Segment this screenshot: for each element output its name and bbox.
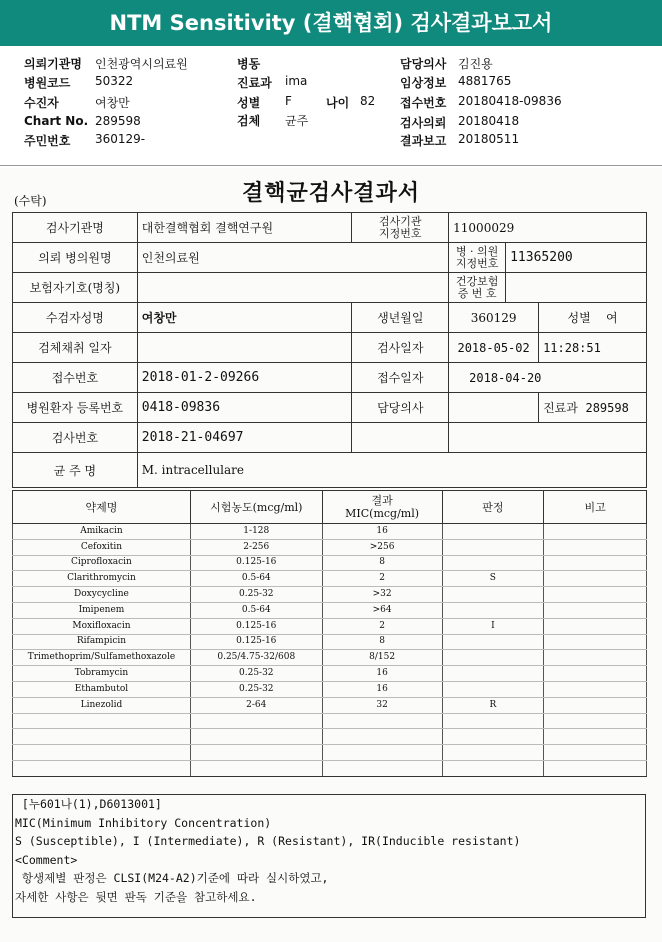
form-title: 결핵균검사결과서 (241, 180, 421, 206)
info-value: ima (285, 74, 308, 88)
form-label: 검사번호 (13, 423, 138, 453)
table-row (13, 524, 647, 540)
note (544, 634, 647, 650)
note (544, 587, 647, 603)
test-range: 0.25-32 (190, 681, 322, 697)
form-label: 생년월일 (352, 303, 449, 333)
mic-value: 16 (322, 524, 442, 540)
form-value: 대한결핵협회 결핵연구원 (137, 213, 352, 243)
report-title: NTM Sensitivity (결핵협회) 검사결과보고서 (0, 0, 662, 46)
form-value (137, 333, 352, 363)
form-tag: (수탁) (14, 194, 47, 208)
info-label: 담당의사 (400, 57, 447, 71)
form-value: 11000029 (449, 213, 647, 243)
info-value: 균주 (285, 114, 309, 128)
test-range: 0.25-32 (190, 587, 322, 603)
drug-name: Ethambutol (13, 681, 191, 697)
info-label: 진료과 (237, 76, 272, 90)
table-row (13, 618, 647, 634)
table-row (13, 555, 647, 571)
test-range: 2-256 (190, 539, 322, 555)
info-value: 여창만 (95, 96, 130, 110)
test-range: 0.5-64 (190, 602, 322, 618)
form-label: 검사일자 (352, 333, 449, 363)
drug-sensitivity-table (12, 490, 647, 777)
info-value: 50322 (95, 74, 134, 88)
form-label: 건강보험 증 번 호 (449, 273, 506, 303)
comment-box (12, 794, 646, 918)
col-header: 시험농도(mcg/ml) (190, 491, 322, 524)
drug-name: Doxycycline (13, 587, 191, 603)
interpretation (442, 555, 544, 571)
info-value: 김진용 (458, 57, 493, 71)
form-value: 2018-04-20 (449, 363, 647, 393)
mic-value: 32 (322, 697, 442, 713)
drug-name: Amikacin (13, 524, 191, 540)
form-value: M. intracellulare (137, 453, 646, 488)
interpretation (442, 602, 544, 618)
drug-name: Trimethoprim/Sulfamethoxazole (13, 650, 191, 666)
note (544, 681, 647, 697)
drug-name: Linezolid (13, 697, 191, 713)
form-value: 진료과 289598 (539, 393, 647, 423)
info-label: 병원코드 (24, 76, 71, 90)
info-value: F (285, 94, 292, 108)
info-label: 나이 (326, 96, 350, 110)
col-header: 비고 (544, 491, 647, 524)
comment-line: 자세한 사항은 뒷면 판독 기준을 참고하세요. (15, 889, 257, 904)
drug-name: Ciprofloxacin (13, 555, 191, 571)
interpretation (442, 666, 544, 682)
col-header: 판정 (442, 491, 544, 524)
form-label: 검사기관 지정번호 (352, 213, 449, 243)
test-range: 1-128 (190, 524, 322, 540)
form-value: 성별 여 (539, 303, 647, 333)
drug-name: Moxifloxacin (13, 618, 191, 634)
mic-value: 16 (322, 666, 442, 682)
note (544, 555, 647, 571)
info-value: 20180418 (458, 114, 520, 128)
info-value: 289598 (95, 114, 141, 128)
form-label: 접수번호 (13, 363, 138, 393)
info-label: 병동 (237, 57, 261, 71)
form-value: 11365200 (506, 243, 647, 273)
interpretation: I (442, 618, 544, 634)
info-label: Chart No. (24, 114, 89, 128)
form-label: 수검자성명 (13, 303, 138, 333)
table-row (13, 571, 647, 587)
divider (0, 165, 662, 166)
interpretation (442, 524, 544, 540)
comment-line: <Comment> (15, 852, 78, 867)
table-row (13, 587, 647, 603)
form-value: 11:28:51 (539, 333, 647, 363)
form-label: 보험자기호(명칭) (13, 273, 138, 303)
info-label: 검사의뢰 (400, 116, 447, 130)
comment-line: [누601나(1),D6013001] (15, 797, 162, 811)
test-range: 0.125-16 (190, 634, 322, 650)
form-value: 2018-05-02 (449, 333, 539, 363)
info-value: 360129- (95, 132, 146, 146)
form-value (449, 393, 539, 423)
mic-value: 2 (322, 571, 442, 587)
mic-value: >64 (322, 602, 442, 618)
test-range: 2-64 (190, 697, 322, 713)
info-label: 수진자 (24, 96, 59, 110)
interpretation: R (442, 697, 544, 713)
table-row (13, 697, 647, 713)
interpretation: S (442, 571, 544, 587)
form-label: 병 · 의원 지정번호 (449, 243, 506, 273)
mic-value: 8 (322, 634, 442, 650)
test-range: 0.25-32 (190, 666, 322, 682)
info-value: 인천광역시의료원 (95, 57, 188, 71)
form-label: 병원환자 등록번호 (13, 393, 138, 423)
form-value: 2018-21-04697 (137, 423, 352, 453)
form-value (506, 273, 647, 303)
comment-line: MIC(Minimum Inhibitory Concentration) (15, 815, 272, 830)
form-label: 균 주 명 (13, 453, 138, 488)
table-row-empty (13, 729, 647, 745)
info-label: 성별 (237, 96, 261, 110)
info-value: 20180418-09836 (458, 94, 562, 108)
drug-name: Clarithromycin (13, 571, 191, 587)
info-value: 4881765 (458, 74, 512, 88)
interpretation (442, 587, 544, 603)
form-value: 여창만 (137, 303, 352, 333)
note (544, 650, 647, 666)
form-value: 0418-09836 (137, 393, 352, 423)
interpretation (442, 634, 544, 650)
interpretation (442, 650, 544, 666)
col-header: 결과 MIC(mcg/ml) (322, 491, 442, 524)
patient-info-panel (0, 50, 662, 166)
note (544, 524, 647, 540)
mic-value: 2 (322, 618, 442, 634)
patient-form-table (12, 212, 647, 488)
interpretation (442, 539, 544, 555)
note (544, 539, 647, 555)
form-label: 의뢰 병의원명 (13, 243, 138, 273)
form-value: 인천의료원 (137, 243, 448, 273)
mic-value: 8 (322, 555, 442, 571)
info-label: 결과보고 (400, 134, 447, 148)
test-range: 0.125-16 (190, 555, 322, 571)
test-range: 0.5-64 (190, 571, 322, 587)
table-row (13, 634, 647, 650)
info-label: 접수번호 (400, 96, 447, 110)
table-row-empty (13, 713, 647, 729)
form-value: 360129 (449, 303, 539, 333)
comment-line: S (Susceptible), I (Intermediate), R (Resistant), IR(Inducible resistant) (15, 834, 521, 849)
note (544, 571, 647, 587)
table-row (13, 666, 647, 682)
info-label: 주민번호 (24, 134, 71, 148)
test-range: 0.25/4.75-32/608 (190, 650, 322, 666)
table-row (13, 539, 647, 555)
info-label: 임상정보 (400, 76, 447, 90)
mic-value: 8/152 (322, 650, 442, 666)
info-label: 의뢰기관명 (24, 57, 82, 71)
drug-name: Imipenem (13, 602, 191, 618)
table-row-empty (13, 760, 647, 776)
drug-name: Tobramycin (13, 666, 191, 682)
form-value (137, 273, 448, 303)
form-label: 검체채취 일자 (13, 333, 138, 363)
note (544, 618, 647, 634)
info-label: 검체 (237, 114, 261, 128)
form-label: 검사기관명 (13, 213, 138, 243)
mic-value: >32 (322, 587, 442, 603)
note (544, 666, 647, 682)
note (544, 602, 647, 618)
form-empty (449, 423, 647, 453)
form-label: 담당의사 (352, 393, 449, 423)
drug-name: Cefoxitin (13, 539, 191, 555)
col-header: 약제명 (13, 491, 191, 524)
drug-name: Rifampicin (13, 634, 191, 650)
table-row (13, 602, 647, 618)
table-row-empty (13, 745, 647, 761)
mic-value: >256 (322, 539, 442, 555)
table-row (13, 650, 647, 666)
interpretation (442, 681, 544, 697)
info-value: 20180511 (458, 132, 520, 146)
form-label: 접수일자 (352, 363, 449, 393)
note (544, 697, 647, 713)
mic-value: 16 (322, 681, 442, 697)
form-empty (352, 423, 449, 453)
test-range: 0.125-16 (190, 618, 322, 634)
form-value: 2018-01-2-09266 (137, 363, 352, 393)
info-value: 82 (360, 94, 376, 108)
table-row (13, 681, 647, 697)
comment-line: 항생제별 판정은 CLSI(M24-A2)기준에 따라 실시하였고, (15, 871, 329, 886)
